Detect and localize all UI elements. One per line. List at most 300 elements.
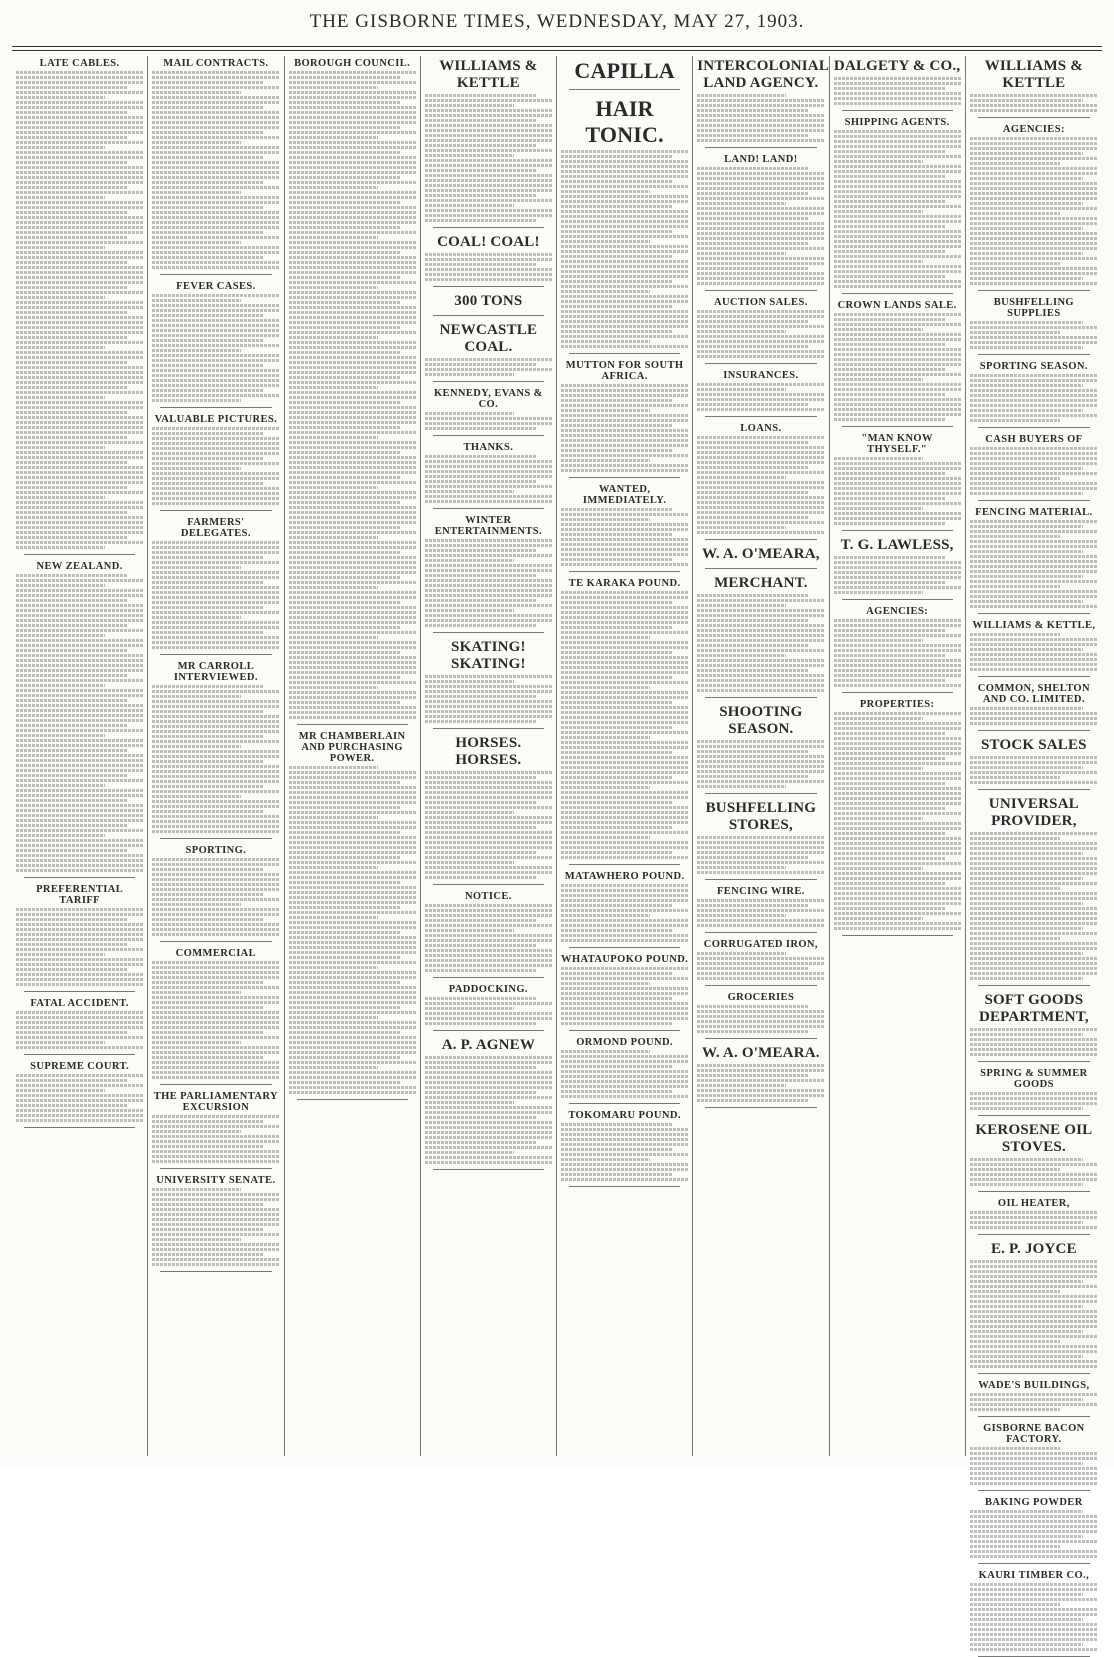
text-line <box>561 195 688 198</box>
text-line <box>697 355 824 358</box>
text-line <box>561 1173 673 1176</box>
text-line <box>425 273 552 276</box>
text-line <box>289 386 378 389</box>
text-line <box>152 216 279 219</box>
text-line <box>697 247 824 250</box>
text-line <box>289 286 378 289</box>
text-line <box>834 185 961 188</box>
masthead-rule <box>12 46 1102 47</box>
text-line <box>970 207 1098 210</box>
column-separator <box>705 363 816 364</box>
text-line <box>970 222 1098 225</box>
text-line <box>561 909 688 912</box>
text-line <box>425 1151 514 1154</box>
text-line <box>697 501 824 504</box>
column-separator <box>978 789 1090 790</box>
text-line <box>425 826 537 829</box>
text-line <box>152 541 279 544</box>
text-line <box>16 1114 143 1117</box>
text-line <box>152 1076 279 1079</box>
text-line <box>834 408 961 411</box>
text-line <box>16 526 143 529</box>
text-line <box>16 589 143 592</box>
article-heading: SHIPPING AGENTS. <box>844 117 950 128</box>
text-line <box>16 928 143 931</box>
text-line <box>561 325 688 328</box>
text-line <box>289 1041 416 1044</box>
article-heading: CROWN LANDS SALE. <box>837 300 957 311</box>
text-line <box>16 754 143 757</box>
article-block <box>970 1198 1098 1235</box>
article-heading: KAURI TIMBER CO., <box>978 1570 1090 1581</box>
text-line <box>561 1138 688 1141</box>
text-line <box>16 854 143 857</box>
text-line <box>425 500 552 503</box>
text-line <box>152 873 279 876</box>
text-line <box>152 606 264 609</box>
article-block <box>16 561 143 878</box>
text-line <box>697 481 824 484</box>
text-line <box>16 579 143 582</box>
article-heading: LOANS. <box>740 423 782 434</box>
text-line <box>16 649 128 652</box>
text-line <box>425 1141 537 1144</box>
text-line <box>970 1038 1098 1041</box>
text-line <box>289 976 416 979</box>
text-line <box>152 1213 279 1216</box>
text-line <box>561 761 688 764</box>
text-line <box>970 177 1083 180</box>
text-line <box>834 782 946 785</box>
text-line <box>16 276 143 279</box>
text-line <box>970 658 1098 661</box>
text-line <box>152 447 279 450</box>
text-line <box>561 701 673 704</box>
text-line <box>425 599 537 602</box>
article-heading: COMMERCIAL <box>175 948 257 959</box>
text-line <box>697 345 809 348</box>
text-line <box>561 661 688 664</box>
text-line <box>425 1096 552 1099</box>
text-line <box>425 776 537 779</box>
text-line <box>289 691 416 694</box>
text-line <box>834 378 923 381</box>
text-line <box>16 531 143 534</box>
article-heading: TOKOMARU POUND. <box>568 1110 681 1121</box>
text-line <box>970 1320 1098 1323</box>
text-line <box>970 977 1083 980</box>
text-line <box>834 576 961 579</box>
text-line <box>970 277 1083 280</box>
text-line <box>152 790 279 793</box>
text-line <box>834 497 946 500</box>
text-line <box>561 924 688 927</box>
text-line <box>970 712 1098 715</box>
text-line <box>152 364 264 367</box>
text-line <box>16 714 143 717</box>
text-line <box>152 201 279 204</box>
article-heading: FEVER CASES. <box>176 281 256 292</box>
text-line <box>16 639 143 642</box>
article-block <box>697 423 824 540</box>
text-line <box>970 722 1098 725</box>
text-line <box>834 220 961 223</box>
text-line <box>970 927 1083 930</box>
column-separator <box>842 426 953 427</box>
column-separator <box>842 935 953 936</box>
text-line <box>834 767 923 770</box>
text-line <box>425 495 552 498</box>
text-line <box>152 961 279 964</box>
article-heading: SOFT GOODS DEPARTMENT, <box>978 992 1089 1025</box>
text-line <box>289 271 416 274</box>
text-line <box>970 1163 1098 1166</box>
text-line <box>152 96 279 99</box>
text-line <box>561 1055 688 1058</box>
text-line <box>152 492 279 495</box>
text-line <box>970 643 1098 646</box>
text-line <box>16 953 105 956</box>
text-line <box>425 781 552 784</box>
text-line <box>561 1002 688 1005</box>
text-line <box>970 1330 1083 1333</box>
text-line <box>834 581 946 584</box>
text-line <box>970 887 1060 890</box>
text-line <box>561 756 688 759</box>
article-block <box>834 433 961 531</box>
text-line <box>425 475 552 478</box>
text-line <box>152 1021 279 1024</box>
text-line <box>697 350 824 353</box>
text-line <box>16 799 128 802</box>
text-line <box>152 1155 279 1158</box>
text-line <box>834 215 961 218</box>
text-line <box>152 685 264 688</box>
text-line <box>697 466 809 469</box>
text-line <box>970 1028 1098 1031</box>
text-line <box>425 1126 552 1129</box>
column-separator <box>978 500 1090 501</box>
text-line <box>970 852 1083 855</box>
text-line <box>834 737 961 740</box>
text-line <box>16 366 143 369</box>
text-line <box>16 341 143 344</box>
text-line <box>425 614 552 617</box>
text-line <box>152 261 279 264</box>
text-line <box>289 611 416 614</box>
text-line <box>561 1133 688 1136</box>
text-line <box>16 201 143 204</box>
text-line <box>152 1243 279 1246</box>
text-line <box>561 716 688 719</box>
column-separator <box>569 571 680 572</box>
text-line <box>834 210 923 213</box>
text-line <box>152 211 279 214</box>
text-line <box>970 1211 1098 1214</box>
text-line <box>834 175 946 178</box>
article-heading: GROCERIES <box>727 992 795 1003</box>
text-line <box>834 190 961 193</box>
text-line <box>16 96 105 99</box>
text-line <box>425 124 552 127</box>
text-line <box>425 831 552 834</box>
column-2 <box>148 56 284 1456</box>
text-line <box>697 919 824 922</box>
text-line <box>289 341 416 344</box>
text-line <box>970 321 1083 324</box>
text-line <box>16 316 143 319</box>
text-line <box>289 296 416 299</box>
article-block <box>425 442 552 509</box>
article-block <box>970 297 1098 355</box>
text-line <box>16 376 143 379</box>
text-line <box>289 801 416 804</box>
text-line <box>289 581 416 584</box>
text-line <box>697 340 824 343</box>
text-line <box>970 560 1098 563</box>
text-line <box>152 151 279 154</box>
text-line <box>16 1041 105 1044</box>
column-separator <box>569 353 680 354</box>
text-line <box>16 694 143 697</box>
article-block <box>561 954 688 1031</box>
column-separator <box>569 1186 680 1187</box>
text-line <box>289 1021 416 1024</box>
text-line <box>970 1280 1083 1283</box>
text-line <box>697 388 786 391</box>
text-line <box>289 151 401 154</box>
column-separator <box>842 530 953 531</box>
text-line <box>16 466 143 469</box>
text-line <box>697 217 809 220</box>
text-line <box>970 1598 1098 1601</box>
text-line <box>970 142 1098 145</box>
text-line <box>289 231 416 234</box>
text-line <box>697 461 824 464</box>
text-line <box>16 1094 143 1097</box>
text-line <box>970 374 1098 377</box>
text-line <box>16 106 143 109</box>
column-separator <box>24 991 135 992</box>
text-line <box>16 724 128 727</box>
text-line <box>16 381 143 384</box>
text-line <box>697 871 824 874</box>
text-line <box>425 564 552 567</box>
text-line <box>152 442 279 445</box>
text-line <box>152 1115 279 1118</box>
text-line <box>834 225 946 228</box>
text-line <box>425 904 552 907</box>
text-line <box>697 684 824 687</box>
text-line <box>152 561 279 564</box>
column-separator <box>297 724 408 725</box>
text-line <box>561 1007 688 1010</box>
text-line <box>425 836 552 839</box>
text-line <box>152 1228 264 1231</box>
text-line <box>970 404 1098 407</box>
text-line <box>561 260 688 263</box>
article-heading: MERCHANT. <box>714 575 808 591</box>
text-line <box>152 226 279 229</box>
text-line <box>970 1398 1083 1401</box>
text-line <box>16 476 143 479</box>
column-separator <box>433 728 544 729</box>
text-line <box>970 947 1098 950</box>
article-heading: SUPREME COURT. <box>30 1061 130 1072</box>
text-line <box>152 976 279 979</box>
text-line <box>561 666 688 669</box>
text-line <box>561 791 688 794</box>
text-line <box>561 250 688 253</box>
text-line <box>834 664 961 667</box>
column-separator <box>24 1054 135 1055</box>
text-line <box>834 807 946 810</box>
article-heading: KEROSENE OIL STOVES. <box>975 1122 1093 1155</box>
text-line <box>289 376 401 379</box>
text-line <box>152 908 279 911</box>
article-heading: OIL HEATER, <box>997 1198 1070 1209</box>
text-line <box>697 924 824 927</box>
text-line <box>16 913 143 916</box>
text-line <box>425 119 537 122</box>
text-line <box>16 784 105 787</box>
text-line <box>16 1089 105 1092</box>
text-line <box>289 1026 416 1029</box>
text-line <box>697 212 824 215</box>
column-separator <box>705 1038 816 1039</box>
text-line <box>16 1011 143 1014</box>
text-line <box>425 1002 552 1005</box>
text-line <box>697 594 809 597</box>
column-separator <box>24 1127 135 1128</box>
text-line <box>16 246 105 249</box>
text-line <box>152 314 264 317</box>
text-line <box>970 1158 1083 1161</box>
text-line <box>561 1085 688 1088</box>
text-line <box>289 411 416 414</box>
text-line <box>152 452 279 455</box>
text-line <box>561 992 688 995</box>
text-line <box>970 272 1098 275</box>
text-line <box>16 436 128 439</box>
text-line <box>152 457 264 460</box>
text-line <box>425 1086 552 1089</box>
text-line <box>697 257 824 260</box>
text-line <box>561 155 673 158</box>
article-heading: A. P. AGNEW <box>441 1037 536 1053</box>
text-line <box>16 1046 143 1049</box>
text-line <box>561 846 688 849</box>
text-line <box>561 508 673 511</box>
article-heading: UNIVERSAL PROVIDER, <box>988 796 1079 829</box>
text-line <box>561 394 688 397</box>
text-line <box>289 226 401 229</box>
text-line <box>697 94 786 97</box>
text-line <box>152 581 264 584</box>
text-line <box>152 878 279 881</box>
text-line <box>970 832 1098 835</box>
text-line <box>16 116 143 119</box>
column-separator <box>842 599 953 600</box>
text-line <box>289 536 378 539</box>
text-line <box>697 914 786 917</box>
text-line <box>289 831 401 834</box>
text-line <box>561 434 688 437</box>
text-line <box>16 416 143 419</box>
text-line <box>289 921 416 924</box>
text-line <box>289 826 416 829</box>
text-line <box>834 684 961 687</box>
text-line <box>16 609 143 612</box>
article-heading: W. A. O'MEARA, <box>702 546 820 562</box>
text-line <box>561 518 650 521</box>
text-line <box>834 522 946 525</box>
text-line <box>152 497 279 500</box>
text-line <box>834 679 946 682</box>
text-line <box>561 987 688 990</box>
text-line <box>561 899 688 902</box>
text-line <box>970 1618 1083 1621</box>
text-line <box>152 1031 264 1034</box>
text-line <box>152 715 279 718</box>
text-line <box>16 1099 143 1102</box>
text-line <box>289 356 416 359</box>
text-line <box>289 196 416 199</box>
text-line <box>834 912 961 915</box>
text-line <box>834 842 961 845</box>
text-line <box>289 1001 416 1004</box>
column-separator <box>433 381 544 382</box>
text-line <box>289 836 416 839</box>
text-line <box>970 545 1098 548</box>
text-line <box>289 421 416 424</box>
text-line <box>697 451 824 454</box>
text-line <box>970 590 1098 593</box>
column-8 <box>966 56 1102 1581</box>
text-line <box>152 344 279 347</box>
text-line <box>834 712 961 715</box>
article-heading: CASH BUYERS OF <box>985 434 1083 445</box>
text-line <box>152 576 279 579</box>
text-line <box>425 949 552 952</box>
text-line <box>289 886 416 889</box>
text-line <box>561 528 688 531</box>
text-line <box>425 690 552 693</box>
article-heading: NOTICE. <box>464 891 512 902</box>
text-line <box>152 266 279 269</box>
text-line <box>16 256 143 259</box>
text-line <box>834 619 961 622</box>
text-line <box>16 624 128 627</box>
text-line <box>697 639 824 642</box>
text-line <box>561 721 688 724</box>
text-line <box>697 669 809 672</box>
text-line <box>834 571 961 574</box>
text-line <box>152 1046 279 1049</box>
text-line <box>970 414 1098 417</box>
text-line <box>289 496 416 499</box>
text-line <box>152 1061 279 1064</box>
text-line <box>152 996 279 999</box>
text-line <box>289 136 378 139</box>
text-line <box>289 631 416 634</box>
article-heading: T. G. LAWLESS, <box>840 537 954 553</box>
text-line <box>425 559 514 562</box>
text-line <box>425 1106 552 1109</box>
text-line <box>152 1056 264 1059</box>
text-line <box>425 685 552 688</box>
text-line <box>561 671 688 674</box>
